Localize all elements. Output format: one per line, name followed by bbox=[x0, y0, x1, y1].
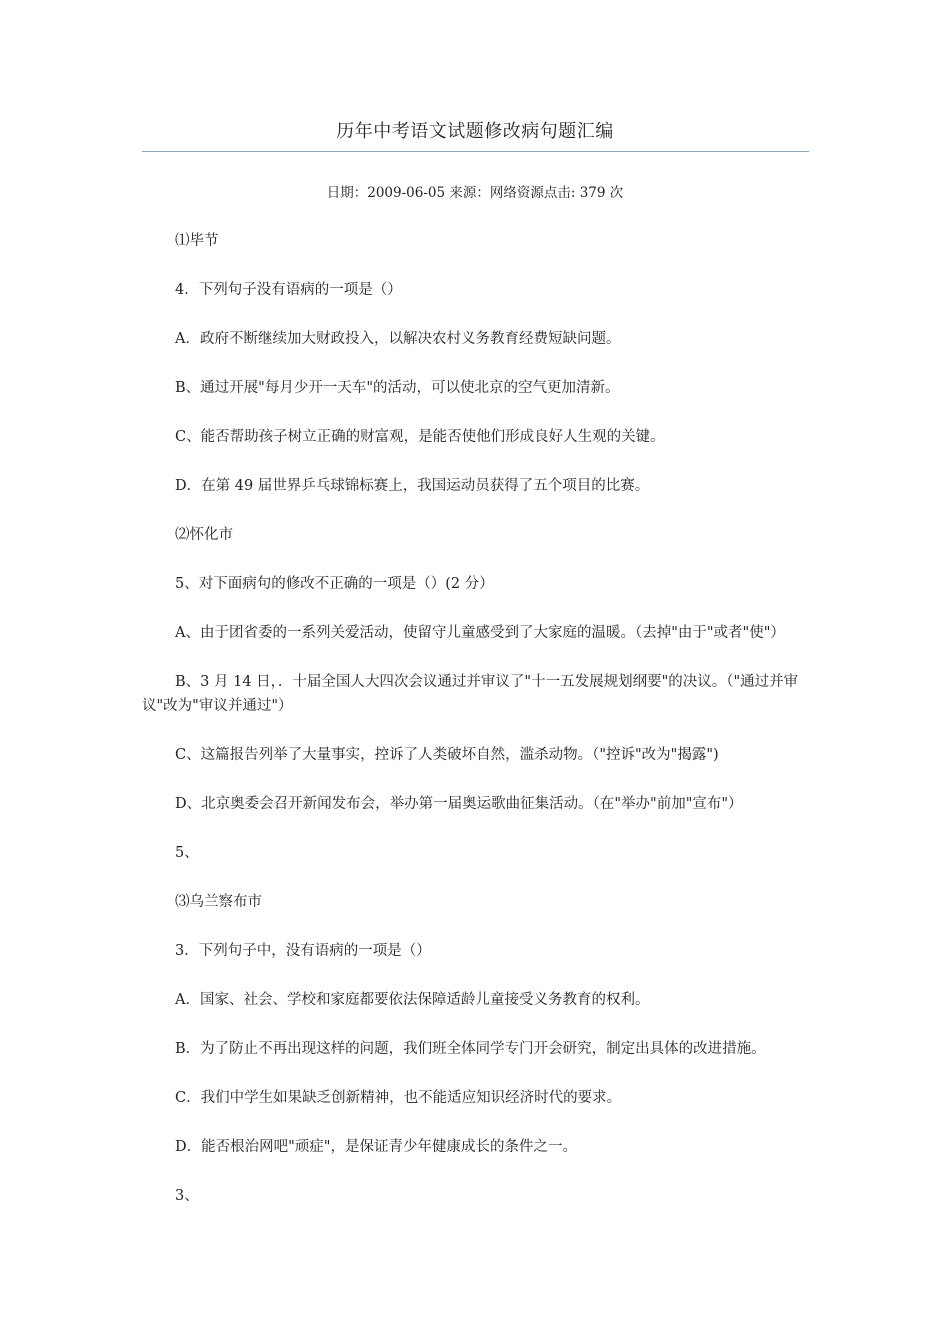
article-body bbox=[142, 229, 812, 1233]
answer-3: 3、 bbox=[175, 1188, 199, 1204]
option-d: D、北京奥委会召开新闻发布会，举办第一届奥运歌曲征集活动。（在"举办"前加"宣布"） bbox=[175, 796, 743, 812]
page-title: 历年中考语文试题修改病句题汇编 bbox=[336, 121, 614, 142]
option-c: C、能否帮助孩子树立正确的财富观，是能否使他们形成良好人生观的关键。 bbox=[175, 429, 665, 445]
option-c: C．我们中学生如果缺乏创新精神，也不能适应知识经济时代的要求。 bbox=[175, 1090, 622, 1106]
section-heading-bijie: ⑴毕节 bbox=[175, 233, 219, 249]
article-meta: 日期：2009-06-05 来源：网络资源点击: 379 次 bbox=[326, 185, 624, 201]
question-4: 4．下列句子没有语病的一项是（） bbox=[175, 282, 402, 298]
option-c: C、这篇报告列举了大量事实，控诉了人类破坏自然，滥杀动物。（"控诉"改为"揭露") bbox=[175, 747, 719, 763]
option-b: B、3 月 14 日，．十届全国人大四次会议通过并审议了"十一五发展规划纲要"的决议。（"通过并审议"改为"审议并通过"） bbox=[142, 674, 799, 714]
section-heading-huaihua: ⑵怀化市 bbox=[175, 527, 233, 543]
answer-5: 5、 bbox=[175, 845, 199, 861]
option-b: B、通过开展"每月少开一天车"的活动，可以使北京的空气更加清新。 bbox=[175, 380, 620, 396]
question-5: 5、对下面病句的修改不正确的一项是（）(2 分） bbox=[175, 576, 494, 592]
option-b: B．为了防止不再出现这样的问题，我们班全体同学专门开会研究，制定出具体的改进措施。 bbox=[175, 1041, 766, 1057]
option-a: A、由于团省委的一系列关爱活动，使留守儿童感受到了大家庭的温暖。（去掉"由于"或者"使"） bbox=[175, 625, 785, 641]
option-a: A．政府不断继续加大财政投入，以解决农村义务教育经费短缺问题。 bbox=[175, 331, 621, 347]
section-heading-wulanchabu: ⑶乌兰察布市 bbox=[175, 894, 262, 910]
option-d: D．能否根治网吧"顽症"，是保证青少年健康成长的条件之一。 bbox=[175, 1139, 577, 1155]
option-a: A．国家、社会、学校和家庭都要依法保障适龄儿童接受义务教育的权利。 bbox=[175, 992, 650, 1008]
option-d: D．在第 49 届世界乒乓球锦标赛上，我国运动员获得了五个项目的比赛。 bbox=[175, 478, 650, 494]
title-divider bbox=[142, 151, 809, 152]
question-3: 3．下列句子中，没有语病的一项是（） bbox=[175, 943, 431, 959]
